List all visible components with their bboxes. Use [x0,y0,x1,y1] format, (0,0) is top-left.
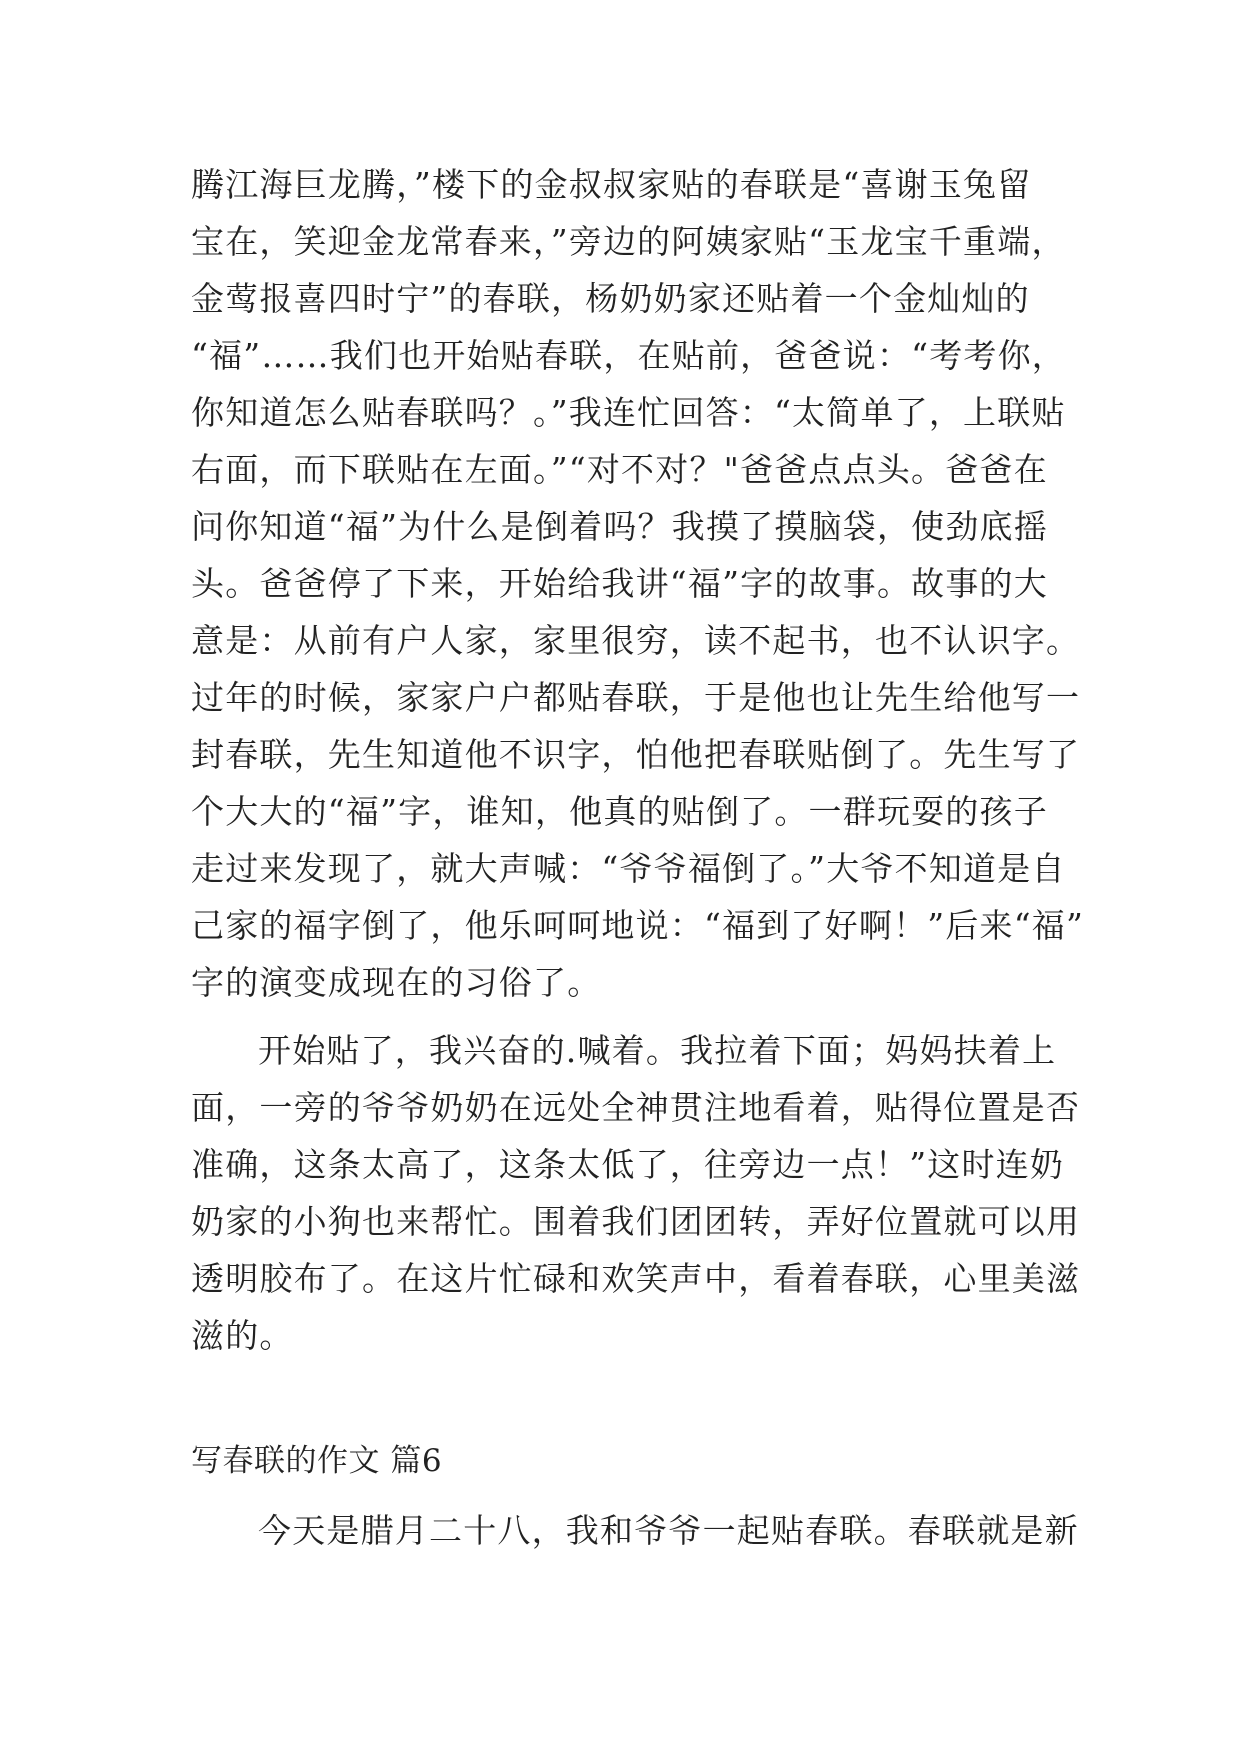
section-heading: 写春联的作文 篇6 [191,1443,443,1479]
text-line: 走过来发现了，就大声喊：“爷爷福倒了。”大爷不知道是自 [191,849,1066,888]
text-line: 个大大的“福”字，谁知，他真的贴倒了。一群玩耍的孩子 [191,792,1048,831]
text-line: 你知道怎么贴春联吗？。”我连忙回答：“太简单了，上联贴 [191,393,1066,432]
text-line: 奶家的小狗也来帮忙。围着我们团团转，弄好位置就可以用 [191,1202,1081,1241]
text-line: 面，一旁的爷爷奶奶在远处全神贯注地看着，贴得位置是否 [191,1088,1081,1127]
text-line: 腾江海巨龙腾，”楼下的金叔叔家贴的春联是“喜谢玉兔留 [191,165,1032,204]
text-line: 字的演变成现在的习俗了。 [191,963,602,1002]
text-line: 开始贴了，我兴奋的.喊着。我拉着下面；妈妈扶着上 [258,1031,1057,1070]
text-line: 封春联，先生知道他不识字，怕他把春联贴倒了。先生写了 [191,735,1081,774]
text-line: 己家的福字倒了，他乐呵呵地说：“福到了好啊！”后来“福” [191,906,1085,945]
text-line: 今天是腊月二十八，我和爷爷一起贴春联。春联就是新 [258,1511,1079,1550]
text-line: 意是：从前有户人家，家里很穷，读不起书，也不认识字。 [191,621,1081,660]
text-line: 宝在，笑迎金龙常春来，”旁边的阿姨家贴“玉龙宝千重端， [191,222,1066,261]
text-line: 透明胶布了。在这片忙碌和欢笑声中，看着春联，心里美滋 [191,1259,1081,1298]
text-line: 滋的。 [191,1316,294,1355]
text-line: 头。爸爸停了下来，开始给我讲“福”字的故事。故事的大 [191,564,1048,603]
text-line: 问你知道“福”为什么是倒着吗？我摸了摸脑袋，使劲底摇 [191,507,1048,546]
text-line: “福”……我们也开始贴春联，在贴前，爸爸说：“考考你， [191,336,1067,375]
text-line: 右面，而下联贴在左面。”“对不对？"爸爸点点头。爸爸在 [191,450,1048,489]
text-line: 过年的时候，家家户户都贴春联，于是他也让先生给他写一 [191,678,1081,717]
text-line: 准确，这条太高了，这条太低了，往旁边一点！”这时连奶 [191,1145,1065,1184]
text-line: 金莺报喜四时宁”的春联，杨奶奶家还贴着一个金灿灿的 [191,279,1030,318]
